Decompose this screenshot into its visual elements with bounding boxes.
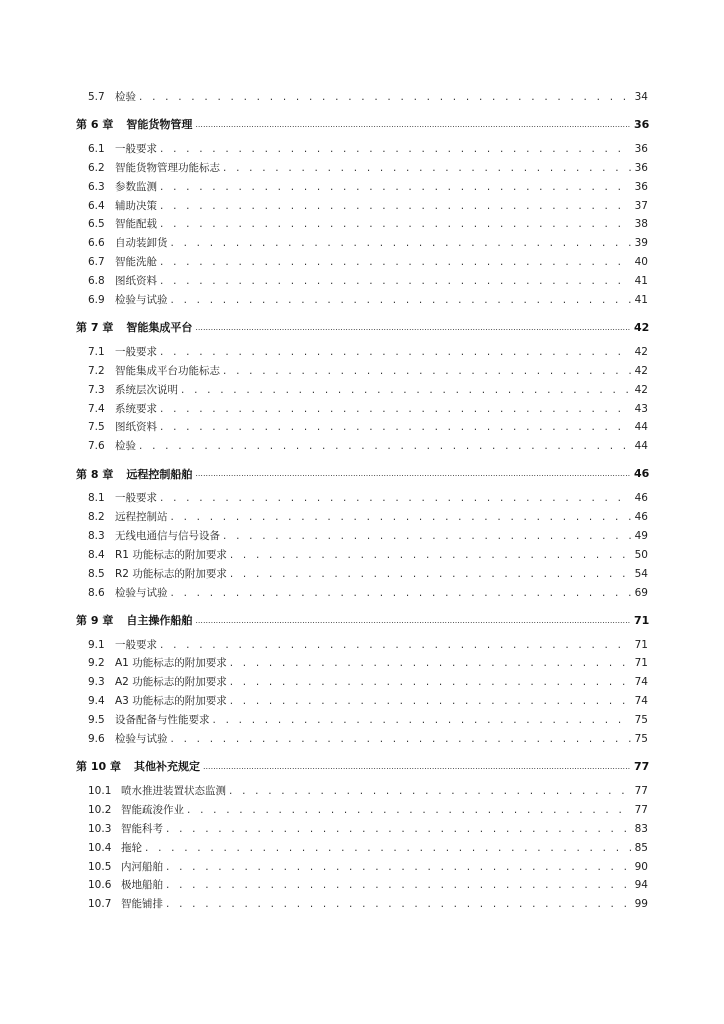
section-number: 9.1 bbox=[88, 638, 105, 651]
page-number: 77 bbox=[634, 803, 648, 816]
section-title: 一般要求 bbox=[115, 345, 157, 358]
section-number: 6.6 bbox=[88, 237, 105, 250]
section-title: 无线电通信与信号设备 bbox=[115, 530, 220, 543]
page-number: 36 bbox=[634, 142, 648, 155]
dot-leader bbox=[166, 861, 631, 873]
section-number: 10.6 bbox=[88, 879, 112, 892]
dot-leader bbox=[160, 143, 631, 155]
toc-section-entry[interactable] bbox=[76, 509, 648, 528]
section-title: 喷水推进装置状态监测 bbox=[121, 784, 226, 797]
toc-section-entry[interactable] bbox=[76, 877, 648, 896]
page-number: 71 bbox=[634, 613, 650, 627]
section-title: 辅助决策 bbox=[115, 199, 157, 212]
page-number: 83 bbox=[634, 822, 648, 835]
section-number: 9.6 bbox=[88, 733, 105, 746]
section-title: A3 功能标志的附加要求 bbox=[115, 695, 227, 708]
page-number: 41 bbox=[634, 275, 648, 288]
section-number: 9.5 bbox=[88, 714, 105, 727]
section-title: 一般要求 bbox=[115, 492, 157, 505]
chapter-number: 第 8 章 bbox=[76, 467, 114, 481]
page-number: 49 bbox=[634, 530, 648, 543]
dot-leader bbox=[230, 568, 631, 580]
dot-leader bbox=[166, 823, 631, 835]
section-title: 检验 bbox=[115, 91, 136, 103]
section-title: 图纸资料 bbox=[115, 421, 157, 434]
section-number: 8.6 bbox=[88, 586, 105, 599]
toc-section-entry[interactable] bbox=[76, 693, 648, 712]
section-title: 检验与试验 bbox=[115, 586, 168, 599]
dot-leader bbox=[195, 469, 631, 478]
dot-leader bbox=[160, 403, 631, 415]
chapter-title: 其他补充规定 bbox=[133, 760, 200, 774]
page-number: 94 bbox=[634, 879, 648, 892]
section-number: 8.2 bbox=[88, 511, 105, 524]
dot-leader bbox=[223, 530, 631, 542]
dot-leader bbox=[230, 549, 631, 561]
page-number: 69 bbox=[634, 586, 648, 599]
section-number: 8.4 bbox=[88, 548, 105, 561]
section-number: 9.3 bbox=[88, 676, 105, 689]
page-number: 54 bbox=[634, 567, 648, 580]
section-title: 自动装卸货 bbox=[115, 237, 168, 250]
toc-chapter-entry[interactable] bbox=[76, 311, 648, 344]
dot-leader bbox=[160, 200, 631, 212]
page-number: 74 bbox=[634, 695, 648, 708]
dot-leader bbox=[171, 733, 632, 745]
dot-leader bbox=[160, 492, 631, 504]
page-number: 36 bbox=[634, 161, 648, 174]
section-title: R2 功能标志的附加要求 bbox=[115, 567, 227, 580]
toc-section-entry[interactable] bbox=[76, 198, 648, 217]
chapter-number: 第 7 章 bbox=[76, 321, 114, 335]
toc-section-entry[interactable] bbox=[76, 896, 648, 915]
toc-section-entry[interactable] bbox=[76, 859, 648, 878]
section-number: 7.4 bbox=[88, 402, 105, 415]
page-number: 71 bbox=[634, 638, 648, 651]
dot-leader bbox=[223, 162, 631, 174]
chapter-title: 智能货物管理 bbox=[126, 118, 193, 132]
dot-leader bbox=[171, 511, 632, 523]
page-number: 42 bbox=[634, 345, 648, 358]
section-title: 智能集成平台功能标志 bbox=[115, 364, 220, 377]
toc-section-entry[interactable] bbox=[76, 216, 648, 235]
page-number: 90 bbox=[634, 860, 648, 873]
section-title: 检验与试验 bbox=[115, 733, 168, 746]
toc-section-entry[interactable] bbox=[76, 585, 648, 604]
toc-section-entry[interactable] bbox=[76, 547, 648, 566]
section-title: 检验 bbox=[115, 440, 136, 453]
section-title: 图纸资料 bbox=[115, 275, 157, 288]
page-number: 43 bbox=[634, 402, 648, 415]
toc-section-entry[interactable] bbox=[76, 802, 648, 821]
section-title: 设备配备与性能要求 bbox=[115, 714, 210, 727]
page-number: 46 bbox=[634, 467, 650, 481]
section-number: 6.5 bbox=[88, 218, 105, 231]
dot-leader bbox=[145, 842, 631, 854]
dot-leader bbox=[166, 898, 631, 910]
toc-section-entry[interactable] bbox=[76, 235, 648, 254]
toc-chapter-entry[interactable] bbox=[76, 604, 648, 637]
page-number: 42 bbox=[634, 320, 650, 334]
toc-section-entry[interactable] bbox=[76, 637, 648, 656]
page-number: 40 bbox=[634, 256, 648, 269]
toc-section-entry[interactable] bbox=[76, 419, 648, 438]
section-title: 参数监测 bbox=[115, 180, 157, 193]
dot-leader bbox=[171, 294, 632, 306]
section-number: 9.4 bbox=[88, 695, 105, 708]
toc-section-entry[interactable] bbox=[76, 89, 648, 108]
section-title: 极地船舶 bbox=[121, 879, 163, 892]
section-title: A2 功能标志的附加要求 bbox=[115, 676, 227, 689]
toc-section-entry[interactable] bbox=[76, 254, 648, 273]
toc-section-entry[interactable] bbox=[76, 490, 648, 509]
section-number: 8.5 bbox=[88, 567, 105, 580]
section-number: 6.7 bbox=[88, 256, 105, 269]
section-number: 9.2 bbox=[88, 657, 105, 670]
toc-section-entry[interactable] bbox=[76, 401, 648, 420]
section-number: 6.2 bbox=[88, 161, 105, 174]
toc-section-entry[interactable] bbox=[76, 655, 648, 674]
page-number: 44 bbox=[634, 440, 648, 453]
section-number: 6.9 bbox=[88, 294, 105, 307]
toc-section-entry[interactable] bbox=[76, 141, 648, 160]
page-number: 50 bbox=[634, 548, 648, 561]
page-number: 44 bbox=[634, 421, 648, 434]
dot-leader bbox=[223, 365, 631, 377]
page-number: 99 bbox=[634, 898, 648, 911]
chapter-title: 自主操作船舶 bbox=[126, 614, 193, 628]
section-title: 智能铺排 bbox=[121, 898, 163, 911]
toc-section-entry[interactable] bbox=[76, 674, 648, 693]
section-number: 10.4 bbox=[88, 841, 112, 854]
toc-section-entry[interactable] bbox=[76, 344, 648, 363]
dot-leader bbox=[195, 616, 631, 625]
toc-section-entry[interactable] bbox=[76, 273, 648, 292]
toc-section-entry[interactable] bbox=[76, 382, 648, 401]
chapter-number: 第 6 章 bbox=[76, 118, 114, 132]
dot-leader bbox=[139, 440, 631, 452]
section-number: 6.3 bbox=[88, 180, 105, 193]
dot-leader bbox=[160, 218, 631, 230]
page-number: 46 bbox=[634, 511, 648, 524]
toc-chapter-entry[interactable] bbox=[76, 108, 648, 141]
toc-section-entry[interactable] bbox=[76, 566, 648, 585]
dot-leader bbox=[181, 384, 631, 396]
section-title: 一般要求 bbox=[115, 638, 157, 651]
section-number: 10.3 bbox=[88, 822, 112, 835]
chapter-number: 第 10 章 bbox=[76, 760, 121, 774]
dot-leader bbox=[160, 256, 631, 268]
toc-section-entry[interactable] bbox=[76, 783, 648, 802]
dot-leader bbox=[230, 695, 631, 707]
page-number: 39 bbox=[634, 237, 648, 250]
toc-section-entry[interactable] bbox=[76, 840, 648, 859]
dot-leader bbox=[166, 879, 631, 891]
dot-leader bbox=[203, 762, 631, 771]
section-title: 智能配载 bbox=[115, 218, 157, 231]
section-title: 一般要求 bbox=[115, 142, 157, 155]
section-number: 10.1 bbox=[88, 784, 112, 797]
section-number: 6.8 bbox=[88, 275, 105, 288]
toc-section-entry[interactable] bbox=[76, 179, 648, 198]
toc-section-entry[interactable] bbox=[76, 292, 648, 311]
dot-leader bbox=[230, 676, 631, 688]
page-number: 36 bbox=[634, 180, 648, 193]
dot-leader bbox=[160, 639, 631, 651]
page-number: 77 bbox=[634, 759, 650, 773]
section-number: 8.3 bbox=[88, 530, 105, 543]
page-number: 41 bbox=[634, 294, 648, 307]
dot-leader bbox=[229, 785, 631, 797]
page-number: 37 bbox=[634, 199, 648, 212]
page-number: 38 bbox=[634, 218, 648, 231]
dot-leader bbox=[213, 714, 632, 726]
page-number: 77 bbox=[634, 784, 648, 797]
dot-leader bbox=[187, 804, 631, 816]
page-number: 75 bbox=[634, 714, 648, 727]
toc-section-entry[interactable] bbox=[76, 438, 648, 457]
page-number: 34 bbox=[634, 91, 648, 103]
section-title: 系统层次说明 bbox=[115, 383, 178, 396]
chapter-number: 第 9 章 bbox=[76, 614, 114, 628]
section-number: 10.2 bbox=[88, 803, 112, 816]
page-number: 42 bbox=[634, 364, 648, 377]
table-of-contents bbox=[76, 89, 648, 915]
toc-section-entry[interactable] bbox=[76, 160, 648, 179]
section-number: 7.5 bbox=[88, 421, 105, 434]
dot-leader bbox=[171, 237, 632, 249]
dot-leader bbox=[195, 120, 631, 129]
toc-section-entry[interactable] bbox=[76, 731, 648, 750]
page-number: 74 bbox=[634, 676, 648, 689]
dot-leader bbox=[160, 181, 631, 193]
section-title: 智能洗舱 bbox=[115, 256, 157, 269]
section-title: 智能疏浚作业 bbox=[121, 803, 184, 816]
dot-leader bbox=[195, 323, 631, 332]
section-number: 8.1 bbox=[88, 492, 105, 505]
dot-leader bbox=[230, 657, 631, 669]
section-title: 检验与试验 bbox=[115, 294, 168, 307]
dot-leader bbox=[160, 346, 631, 358]
section-number: 7.1 bbox=[88, 345, 105, 358]
section-number: 6.4 bbox=[88, 199, 105, 212]
section-number: 5.7 bbox=[88, 91, 105, 103]
section-title: A1 功能标志的附加要求 bbox=[115, 657, 227, 670]
section-title: 远程控制站 bbox=[115, 511, 168, 524]
dot-leader bbox=[139, 91, 631, 103]
section-number: 7.2 bbox=[88, 364, 105, 377]
toc-section-entry[interactable] bbox=[76, 821, 648, 840]
dot-leader bbox=[160, 275, 631, 287]
page-number: 75 bbox=[634, 733, 648, 746]
section-number: 7.3 bbox=[88, 383, 105, 396]
page-number: 36 bbox=[634, 117, 650, 131]
section-number: 10.7 bbox=[88, 898, 112, 911]
chapter-title: 智能集成平台 bbox=[126, 321, 193, 335]
page-number: 71 bbox=[634, 657, 648, 670]
section-number: 7.6 bbox=[88, 440, 105, 453]
section-title: 智能科考 bbox=[121, 822, 163, 835]
section-title: 拖轮 bbox=[121, 841, 142, 854]
toc-section-entry[interactable] bbox=[76, 528, 648, 547]
chapter-title: 远程控制船舶 bbox=[126, 467, 193, 481]
page-number: 42 bbox=[634, 383, 648, 396]
section-title: 系统要求 bbox=[115, 402, 157, 415]
toc-chapter-entry[interactable] bbox=[76, 457, 648, 490]
toc-section-entry[interactable] bbox=[76, 712, 648, 731]
dot-leader bbox=[160, 421, 631, 433]
toc-section-entry[interactable] bbox=[76, 363, 648, 382]
section-number: 6.1 bbox=[88, 142, 105, 155]
section-number: 10.5 bbox=[88, 860, 112, 873]
dot-leader bbox=[171, 587, 632, 599]
page-number: 46 bbox=[634, 492, 648, 505]
section-title: R1 功能标志的附加要求 bbox=[115, 548, 227, 561]
section-title: 智能货物管理功能标志 bbox=[115, 161, 220, 174]
page-number: 85 bbox=[634, 841, 648, 854]
toc-chapter-entry[interactable] bbox=[76, 750, 648, 783]
section-title: 内河船舶 bbox=[121, 860, 163, 873]
